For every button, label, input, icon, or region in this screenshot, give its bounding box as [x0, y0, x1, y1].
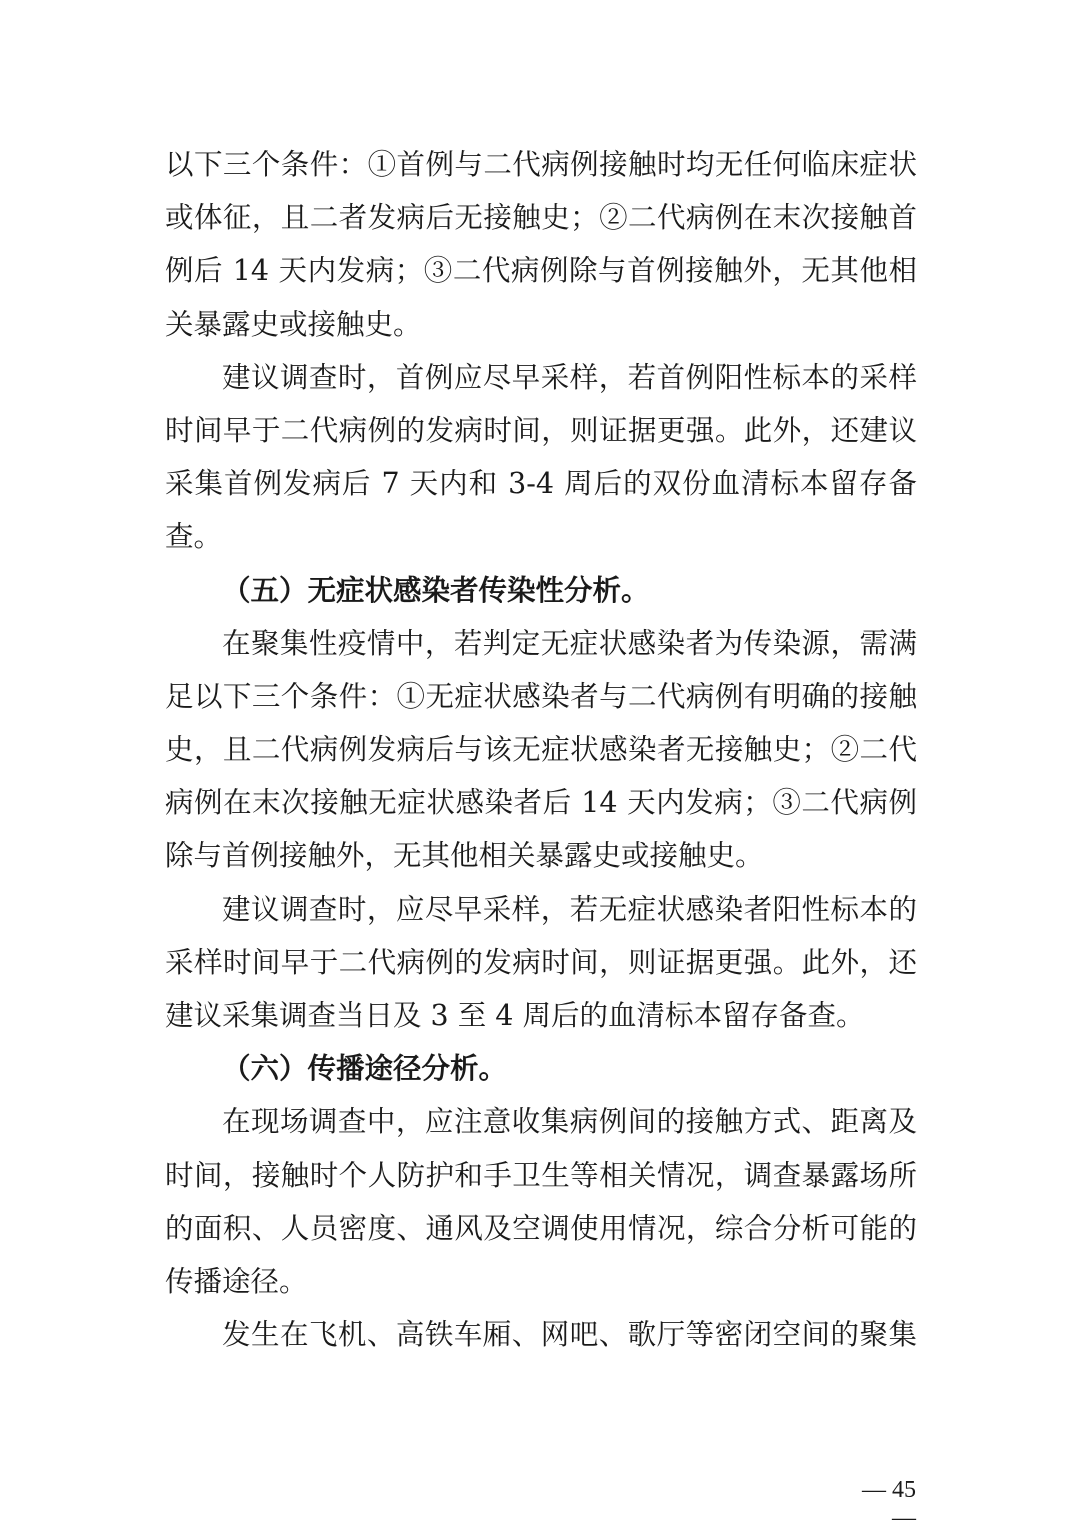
paragraph	[165, 617, 917, 883]
paragraph	[165, 138, 917, 351]
text-line: 采样时间早于二代病例的发病时间，则证据更强。此外，还	[165, 945, 917, 979]
text-line: 足以下三个条件：①无症状感染者与二代病例有明确的接触	[165, 679, 917, 713]
paragraph	[165, 883, 917, 1043]
text-line: 采集首例发病后 7 天内和 3-4 周后的双份血清标本留存备	[165, 467, 917, 501]
heading-text: （五）无症状感染者传染性分析。	[222, 572, 650, 607]
text-line: 查。	[165, 520, 223, 554]
page-number: — 45 —	[862, 1477, 916, 1531]
text-line: 史，且二代病例发病后与该无症状感染者无接触史；②二代	[165, 733, 917, 767]
text-line: 或体征，且二者发病后无接触史；②二代病例在末次接触首	[165, 201, 917, 235]
paragraph	[165, 1308, 917, 1361]
text-line: 例后 14 天内发病；③二代病例除与首例接触外，无其他相	[165, 254, 917, 288]
heading-text: （六）传播途径分析。	[222, 1051, 508, 1086]
document-page	[165, 138, 917, 1361]
text-line: 除与首例接触外，无其他相关暴露史或接触史。	[165, 839, 764, 873]
text-line: 病例在末次接触无症状感染者后 14 天内发病；③二代病例	[165, 786, 917, 820]
paragraph	[165, 351, 917, 564]
text-line: 建议调查时，应尽早采样，若无症状感染者阳性标本的	[222, 892, 917, 926]
section-heading	[165, 1042, 917, 1095]
text-line: 以下三个条件：①首例与二代病例接触时均无任何临床症状	[165, 148, 917, 181]
text-line: 时间，接触时个人防护和手卫生等相关情况，调查暴露场所	[165, 1158, 917, 1192]
text-line: 关暴露史或接触史。	[165, 307, 422, 341]
text-line: 在聚集性疫情中，若判定无症状感染者为传染源，需满	[222, 626, 917, 660]
text-line: 传播途径。	[165, 1264, 308, 1298]
text-line: 时间早于二代病例的发病时间，则证据更强。此外，还建议	[165, 413, 917, 447]
text-line: 建议调查时，首例应尽早采样，若首例阳性标本的采样	[222, 360, 917, 394]
text-line: 在现场调查中，应注意收集病例间的接触方式、距离及	[222, 1105, 917, 1139]
text-line: 发生在飞机、高铁车厢、网吧、歌厅等密闭空间的聚集	[222, 1318, 917, 1352]
paragraph	[165, 1095, 917, 1308]
section-heading	[165, 564, 917, 617]
text-line: 建议采集调查当日及 3 至 4 周后的血清标本留存备查。	[165, 999, 865, 1032]
text-line: 的面积、人员密度、通风及空调使用情况，综合分析可能的	[165, 1211, 917, 1245]
